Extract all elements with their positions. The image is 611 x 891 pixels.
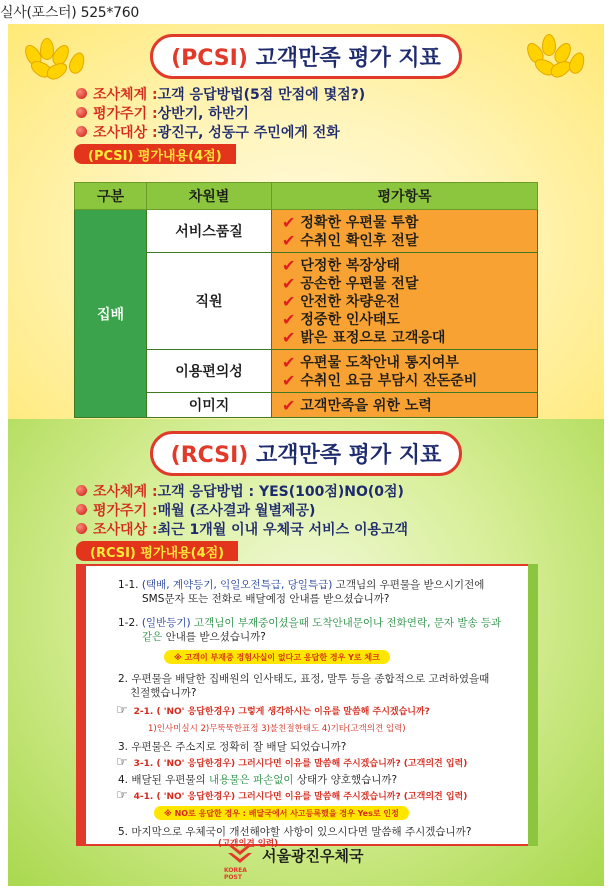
bullet-value: 광진구, 성동구 주민에게 전화 [157,124,340,141]
item-text: 밝은 표정으로 고객응대 [300,330,446,346]
item-text: 우편물 도착안내 통지여부 [300,355,459,371]
items-cell [272,210,538,253]
pointing-hand-icon: ☞ [116,703,128,718]
dimension-cell: 이미지 [147,393,272,418]
item-text: 단정한 복장상태 [300,258,400,274]
question-highlight: 같은 [142,631,163,643]
question-highlight: 고객님이 부재중이셨을때 도착안내문이나 전화연락, 문자 발송 등과 [190,617,502,629]
question-text: 4. 배달된 우편물의 [118,774,210,786]
check-icon: ✔ [282,327,296,347]
question-2-1-options: 1)인사미실시 2)무뚝뚝한표정 3)불친절한태도 4)기타(고객의견 입력) [148,724,406,734]
check-icon: ✔ [282,352,296,372]
note-badge: ※ 고객이 부재중 경험사실이 없다고 응답한 경우 Y로 체크 [164,650,390,664]
question-2-1 [116,704,536,719]
table-header: 차원별 [147,183,272,210]
pcsi-bullets [76,84,365,141]
logo-subtext: KOREA POST [224,867,247,881]
dimension-cell: 이용편의성 [147,350,272,393]
question-number: 1-2. [118,617,142,629]
pcsi-bullet [76,103,365,122]
bullet-value: 최근 1개월 이내 우체국 서비스 이용고객 [157,521,409,538]
rcsi-question-panel [76,564,538,846]
pcsi-title-tag: (PCSI) [171,46,248,71]
bullet-value: 고객 응답방법(5점 만점에 몇점?) [157,86,366,103]
items-cell [272,253,538,350]
question-3-1 [116,756,536,771]
bullet-value: 매월 (조사결과 월별제공) [157,502,316,519]
rcsi-title [150,431,463,476]
question-5-sub: (고객의견 입력) [218,839,278,847]
pcsi-title [150,34,462,79]
items-cell [272,393,538,418]
bullet-label: 평가주기 : [93,502,158,519]
pcsi-title-text: 고객만족 평가 지표 [255,46,441,71]
check-icon: ✔ [282,309,296,329]
dimension-cell: 서비스품질 [147,210,272,253]
question-text: 2-1. ( 'NO' 응답한경우) 그렇게 생각하시는 이유를 말씀해 주시겠습니까? [133,707,430,717]
rcsi-ribbon: (RCSI) 평가내용(4점) [76,541,238,561]
bullet-value: 상반기, 하반기 [157,105,249,122]
question-text: 고객님의 우편물을 받으시기전에 [332,579,485,591]
check-icon: ✔ [282,273,296,293]
question-4 [118,773,538,787]
check-icon: ✔ [282,230,296,250]
bullet-label: 조사대상 : [93,521,158,538]
table-header: 구분 [75,183,147,210]
item-text: 정중한 인사태도 [300,312,400,328]
table-row [75,210,538,253]
dimension-cell: 직원 [147,253,272,350]
question-text: 상태가 양호했습니까? [293,774,398,786]
bullet-dot-icon [76,504,87,515]
rcsi-title-tag: (RCSI) [170,443,249,468]
check-icon: ✔ [282,291,296,311]
pcsi-title-wrap [8,34,604,79]
question-text: 4-1. ( 'NO' 응답한경우) 그러시다면 이유를 말씀해 주시겠습니까? (고객의견 입력) [133,792,468,802]
item-text: 안전한 차량운전 [300,294,400,310]
item-text: 정확한 우편물 투함 [300,215,419,231]
question-text: 친절했습니까? [130,687,197,699]
rcsi-bullet [76,481,408,500]
category-cell: 집배 [75,210,147,418]
question-4-1 [116,789,536,804]
poster-caption: 실사(포스터) 525*760 [0,5,139,21]
item-text: 고객만족을 위한 노력 [300,398,432,414]
bullet-value: 고객 응답방법 : YES(100점)NO(0점) [157,483,404,500]
item-text: 수취인 요금 부담시 잔돈준비 [300,373,478,389]
question-1-1 [118,578,538,606]
check-icon: ✔ [282,255,296,275]
question-2 [118,672,538,700]
rcsi-title-text: 고객만족 평가 지표 [255,443,442,468]
rcsi-bullets [76,481,408,538]
bullet-label: 조사체계 : [93,86,158,103]
bullet-dot-icon [76,107,87,118]
pointing-hand-icon: ☞ [116,788,128,803]
pointing-hand-icon: ☞ [116,755,128,770]
question-text: 3-1. ( 'NO' 응답한경우) 그러시다면 이유를 말씀해 주시겠습니까? (고객의견 입력) [133,759,468,769]
poster [8,24,604,886]
question-highlight: (택배, 계약등기, 익일오전특급, 당일특급) [141,579,333,591]
items-cell [272,350,538,393]
pcsi-bullet [76,84,365,103]
question-highlight: 내용물은 파손없이 [209,774,294,786]
pcsi-ribbon: (PCSI) 평가내용(4점) [74,144,236,164]
check-icon: ✔ [282,370,296,390]
question-text: 안내를 받으셨습니까? [162,631,266,643]
question-5: 5. 마지막으로 우체국이 개선해야할 사항이 있으시다면 말씀해 주시겠습니까? [118,826,472,838]
question-number: 1-1. [118,579,142,591]
question-highlight: (일반등기) [141,617,191,629]
bullet-label: 조사대상 : [93,124,158,141]
table-header: 평가항목 [272,183,538,210]
post-office-logo [224,841,364,881]
note-badge: ※ NO로 응답한 경우 : 배달국에서 사고등록했을 경우 Yes로 인정 [154,806,409,820]
question-text: 2. 우편물을 배달한 집배원의 인사태도, 표정, 말투 등을 종합적으로 고려하였을때 [118,673,490,685]
bullet-dot-icon [76,523,87,534]
bullet-label: 조사체계 : [93,483,158,500]
rcsi-bullet [76,519,408,538]
rcsi-section [8,419,604,886]
check-icon: ✔ [282,212,296,232]
pcsi-table [74,182,538,418]
check-icon: ✔ [282,395,296,415]
question-1-2 [118,616,538,644]
question-3: 3. 우편물은 주소지로 정확히 잘 배달 되었습니까? [118,741,347,753]
table-header-row [75,183,538,210]
question-text: SMS문자 또는 전화로 배달예정 안내를 받으셨습니까? [142,593,390,605]
item-text: 공손한 우편물 전달 [300,276,419,292]
post-office-name: 서울광진우체국 [262,846,364,865]
bullet-dot-icon [76,88,87,99]
korea-post-logo-icon [224,841,254,881]
pcsi-section [8,24,604,419]
item-text: 수취인 확인후 전달 [300,233,419,249]
pcsi-bullet [76,122,365,141]
bullet-dot-icon [76,485,87,496]
bullet-label: 평가주기 : [93,105,158,122]
rcsi-bullet [76,500,408,519]
rcsi-title-wrap [8,431,604,476]
bullet-dot-icon [76,126,87,137]
